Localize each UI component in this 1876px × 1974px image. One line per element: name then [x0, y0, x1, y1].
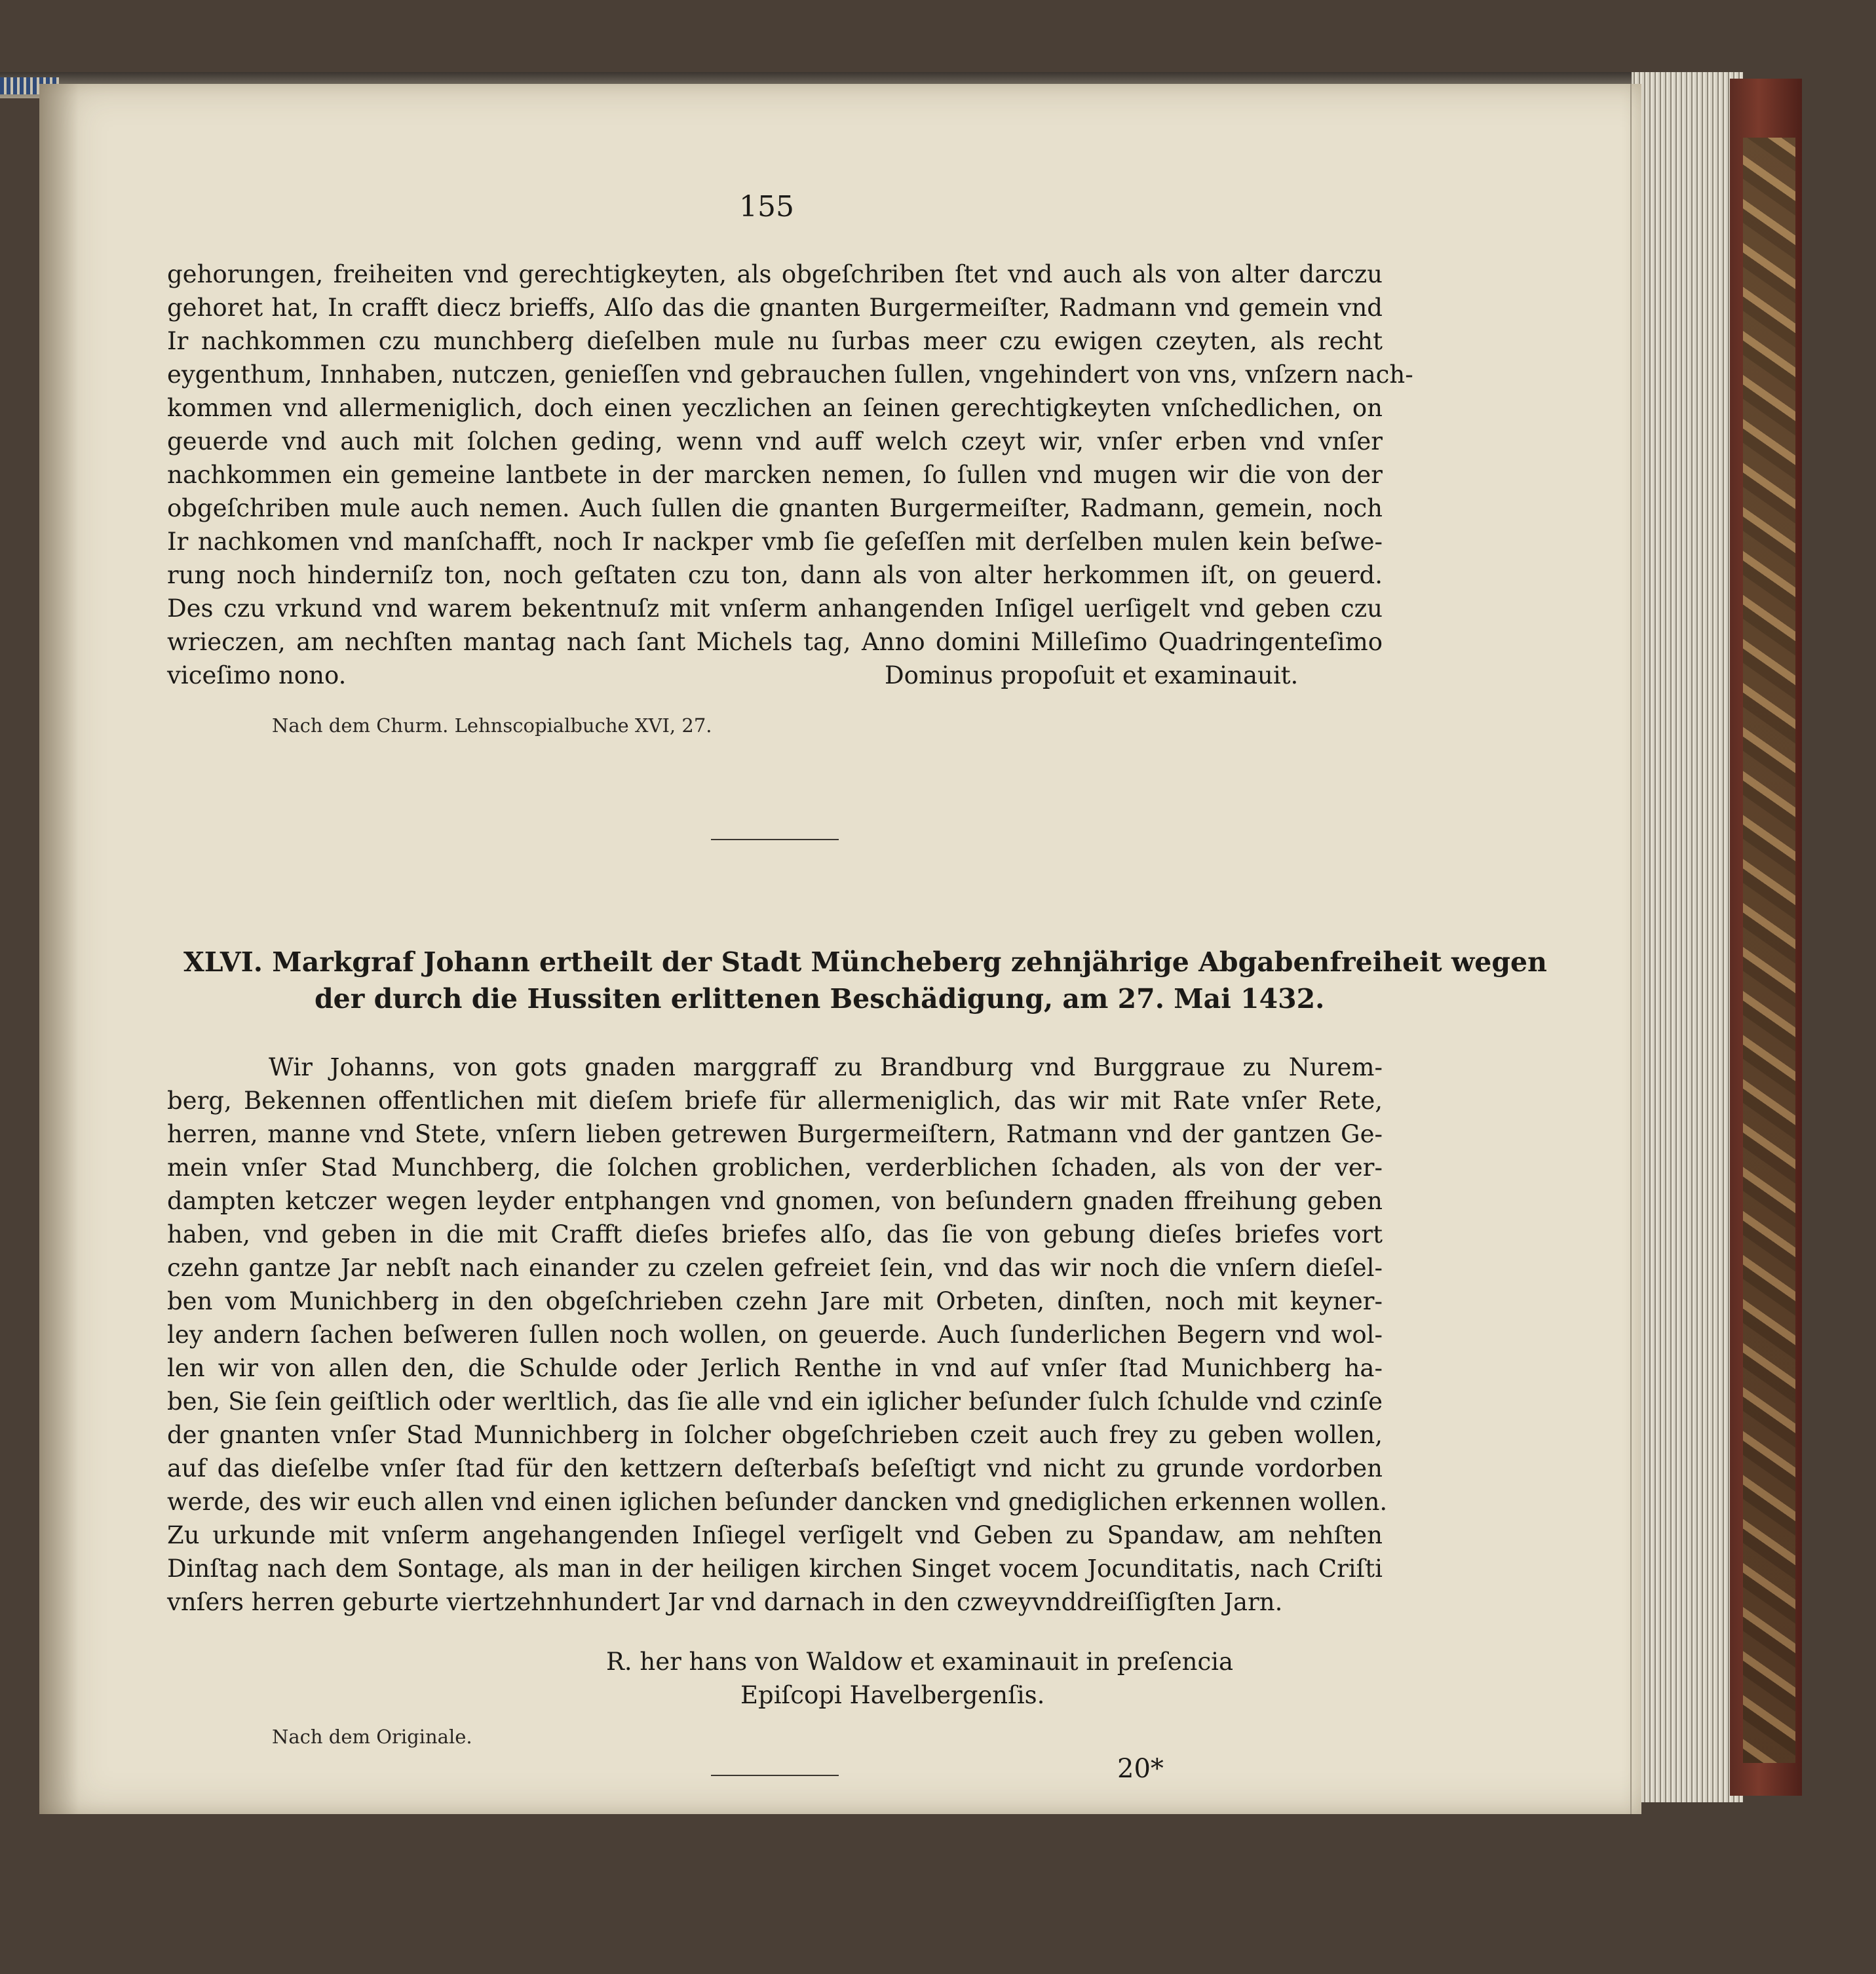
heading-line: XLVI. Markgraf Johann ertheilt der Stadt Müncheberg zehnjährige Abgabenfreiheit wegen [183, 946, 1547, 978]
signature-line: R. her hans von Waldow et examinauit in preſencia [606, 1648, 1234, 1676]
text-line: Ir nachkommen czu munchberg dieſelben mule nu ſurbas meer czu ewigen czeyten, als recht [167, 327, 1383, 355]
text-line: Wir Johanns, von gots gnaden marggraff zu Brandburg vnd Burggraue zu Nurem- [269, 1053, 1383, 1081]
text-line: Zu urkunde mit vnſerm angehangenden Inſiegel verſigelt vnd Geben zu Spandaw, am nehſten [167, 1521, 1383, 1549]
first-document-text [167, 258, 1413, 692]
text-line: obgeſchriben mule auch nemen. Auch ſullen die gnanten Burgermeiſter, Radmann, gemein, noch [167, 494, 1383, 522]
closing-line-left: viceſimo nono. [167, 661, 347, 689]
source-note: Nach dem Churm. Lehnscopialbuche XVI, 27. [272, 714, 712, 737]
text-line: herren, manne vnd Stete, vnſern lieben getrewen Burgermeiſtern, Ratmann vnd der gantzen Ge- [167, 1120, 1383, 1148]
text-line: Des czu vrkund vnd warem bekentnuſz mit vnſerm anhangenden Inſigel uerſigelt vnd geben czu [167, 594, 1383, 623]
page-gutter-shadow [39, 84, 79, 1814]
section-divider [711, 839, 839, 840]
text-line: berg, Bekennen offentlichen mit dieſem briefe für allermeniglich, das wir mit Rate vnſer Rete, [167, 1087, 1383, 1115]
text-line: gehoret hat, In crafft diecz brieffs, Alſo das die gnanten Burgermeiſter, Radmann vnd gemein vnd [167, 294, 1383, 322]
printer-signature-mark: 20* [1117, 1754, 1164, 1784]
footer-divider [711, 1775, 839, 1776]
text-line: auf das dieſelbe vnſer ſtad für den kettzern deſterbaſs beſeſtigt vnd nicht zu grunde vordorben [167, 1454, 1383, 1482]
text-line: ben vom Munichberg in den obgeſchrieben czehn Jare mit Orbeten, dinſten, noch mit keyner- [167, 1287, 1383, 1315]
text-line: kommen vnd allermeniglich, doch einen yeczlichen an ſeinen gerechtigkeyten vnſchedlichen, on [167, 394, 1383, 422]
text-line: mein vnſer Stad Munchberg, die ſolchen groblichen, verderblichen ſchaden, als von der ver- [167, 1153, 1383, 1182]
text-line: werde, des wir euch allen vnd einen iglichen beſunder dancken vnd gnediglichen erkennen wollen. [167, 1488, 1388, 1516]
text-line: len wir von allen den, die Schulde oder Jerlich Renthe in vnd auf vnſer ſtad Munichberg ha- [167, 1354, 1383, 1382]
document-heading [183, 944, 1547, 1017]
page-stack-edges [1632, 72, 1743, 1802]
source-note: Nach dem Originale. [272, 1726, 472, 1748]
text-line: nachkommen ein gemeine lantbete in der marcken nemen, ſo ſullen vnd mugen wir die von der [167, 461, 1383, 489]
text-line: ben, Sie ſein geiſtlich oder werltlich, das ſie alle vnd ein iglicher beſunder ſulch ſchulde vnd czinſe [167, 1387, 1383, 1416]
text-line: geuerde vnd auch mit ſolchen geding, wenn vnd auff welch czeyt wir, vnſer erben vnd vnſer [167, 427, 1383, 455]
signature-line: Epiſcopi Havelbergenſis. [740, 1681, 1045, 1709]
second-document-text [167, 1051, 1388, 1619]
text-line: dampten ketczer wegen leyder entphangen vnd gnomen, von beſundern gnaden ffreihung geben [167, 1187, 1383, 1215]
text-line: czehn gantze Jar nebſt nach einander zu czelen gefreiet ſein, vnd das wir noch die vnſern dieſel- [167, 1254, 1383, 1282]
closing-line [167, 659, 1383, 692]
text-line: Ir nachkomen vnd manſchafft, noch Ir nackper vmb ſie geſeſſen mit derſelben mulen kein beſwe- [167, 528, 1383, 556]
heading-line: der durch die Hussiten erlittenen Beschädigung, am 27. Mai 1432. [315, 983, 1325, 1015]
closing-line-right: Dominus propoſuit et examinauit. [885, 661, 1299, 689]
text-line: Dinſtag nach dem Sontage, als man in der heiligen kirchen Singet vocem Jocunditatis, nach Criſti [167, 1555, 1383, 1583]
text-line: ley andern ſachen beſweren ſullen noch wollen, on geuerde. Auch ſunderlichen Begern vnd wol- [167, 1321, 1383, 1349]
text-line: der gnanten vnſer Stad Munnichberg in ſolcher obgeſchrieben czeit auch frey zu geben wollen, [167, 1421, 1383, 1449]
text-line: gehorungen, freiheiten vnd gerechtigkeyten, als obgeſchriben ſtet vnd auch als von alter darczu [167, 260, 1383, 288]
text-line: rung noch hinderniſz ton, noch geſtaten czu ton, dann als von alter herkommen iſt, on geuerd. [167, 561, 1383, 589]
page-number: 155 [739, 190, 794, 223]
text-line: eygenthum, Innhaben, nutczen, genieſſen vnd gebrauchen ſullen, vngehindert von vns, vnſzern nach- [167, 360, 1413, 389]
text-line: haben, vnd geben in die mit Crafft dieſes briefes alſo, das ſie von gebung dieſes briefes vort [167, 1220, 1383, 1248]
marbled-cover-edge [1743, 138, 1795, 1763]
text-line: wrieczen, am nechſten mantag nach ſant Michels tag, Anno domini Milleſimo Quadringenteſimo [167, 628, 1383, 656]
page-edge-line [1630, 84, 1632, 1814]
text-line: vnſers herren geburte viertzehnhundert Jar vnd darnach in den czweyvnddreiſſigſten Jarn. [167, 1588, 1283, 1616]
